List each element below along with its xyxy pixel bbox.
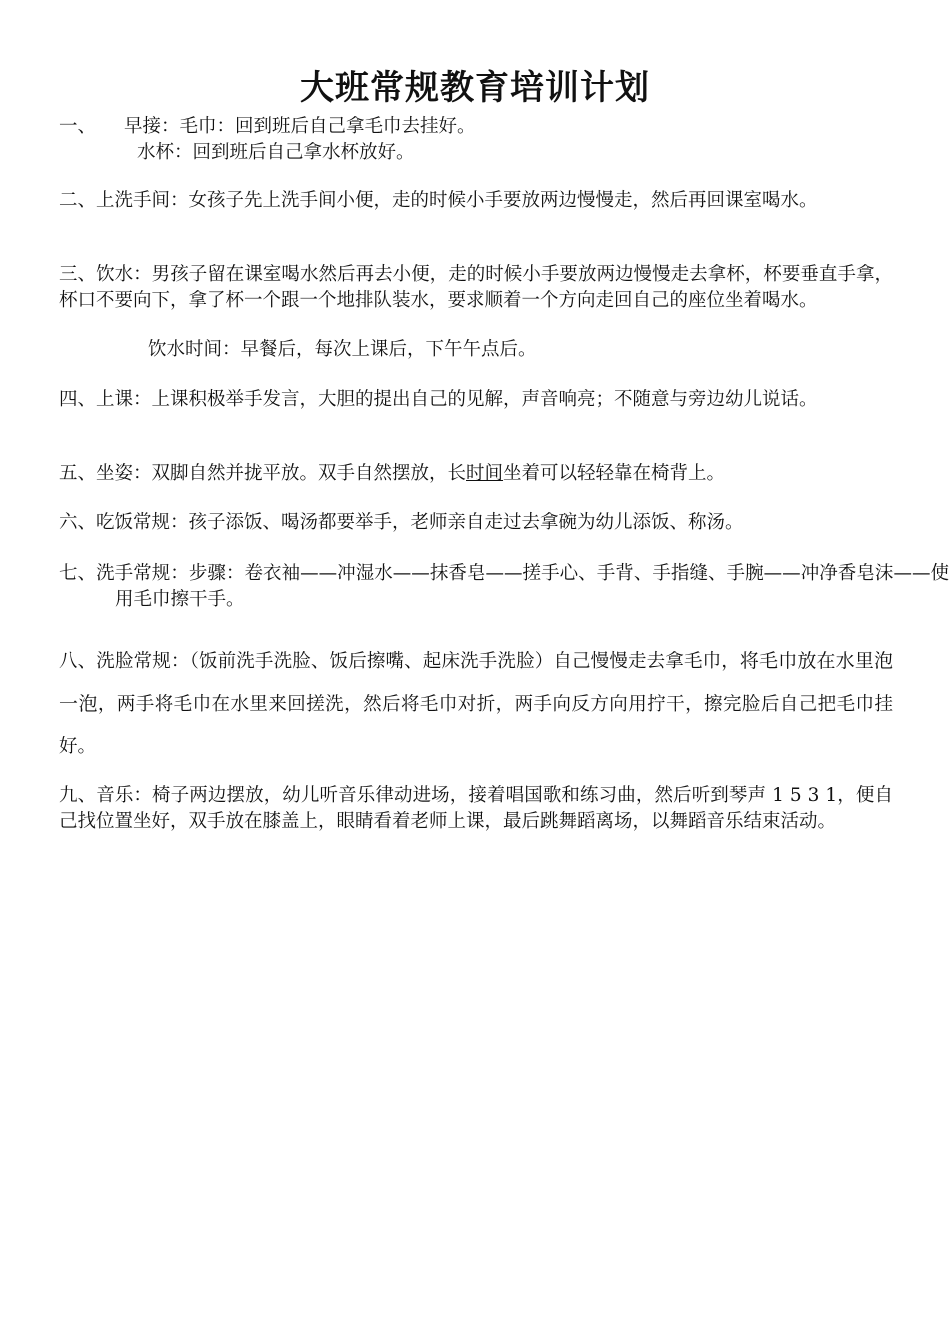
section-2-paragraph: 二、上洗手间：女孩子先上洗手间小便，走的时候小手要放两边慢慢走，然后再回课室喝水。 xyxy=(59,190,818,211)
section-3-drinking-time: 饮水时间：早餐后，每次上课后，下午午点后。 xyxy=(148,339,537,360)
section-8-text-part-1: 八、洗脸常规：（饭前洗手洗脸、饭后擦嘴、起床洗手洗脸）自己慢慢走去拿毛巾， xyxy=(59,651,740,672)
section-5-underlined-word: 时间 xyxy=(466,463,504,484)
section-1-label: 一、 xyxy=(59,116,97,137)
section-4-paragraph: 四、上课：上课积极举手发言，大胆的提出自己的见解，声音响亮；不随意与旁边幼儿说话。 xyxy=(59,389,818,410)
section-6-paragraph: 六、吃饭常规：孩子添饭、喝汤都要举手，老师亲自走过去拿碗为幼儿添饭、称汤。 xyxy=(59,512,744,533)
section-8-paragraph xyxy=(59,640,893,768)
section-7-paragraph: 七、洗手常规：步骤：卷衣袖——冲湿水——抹香皂——搓手心、手背、手指缝、手腕——冲净香皂沫——使用毛巾擦干手。 xyxy=(59,563,949,610)
section-8-text-part-3: ，两手将毛巾在水里来回搓洗，然后将毛巾对折，两手向反方向用拧干，擦完脸后自己把毛巾挂好。 xyxy=(59,694,893,757)
section-8-text-part-2: 将毛巾放在水里泡一泡 xyxy=(59,650,893,715)
section-1-line-2: 水杯：回到班后自己拿水杯放好。 xyxy=(137,142,415,163)
section-5-paragraph xyxy=(59,461,893,487)
section-9-paragraph: 九、音乐：椅子两边摆放，幼儿听音乐律动进场，接着唱国歌和练习曲，然后听到琴声 1 5 3 1，便自己找位置坐好，双手放在膝盖上，眼睛看着老师上课，最后跳舞蹈离场，以舞蹈音乐结束活动。 xyxy=(59,785,893,832)
section-5-text-after: 坐着可以轻轻靠在椅背上。 xyxy=(503,463,726,484)
document-title: 大班常规教育培训计划 xyxy=(300,68,650,108)
section-5-text-before: 五、坐姿：双脚自然并拢平放。双手自然摆放，长 xyxy=(59,463,467,484)
section-1-line-1: 早接：毛巾：回到班后自己拿毛巾去挂好。 xyxy=(124,116,476,137)
section-3-paragraph: 三、饮水：男孩子留在课室喝水然后再去小便，走的时候小手要放两边慢慢走去拿杯，杯要垂直手拿，杯口不要向下，拿了杯一个跟一个地排队装水，要求顺着一个方向走回自己的座位坐着喝水。 xyxy=(59,264,893,311)
